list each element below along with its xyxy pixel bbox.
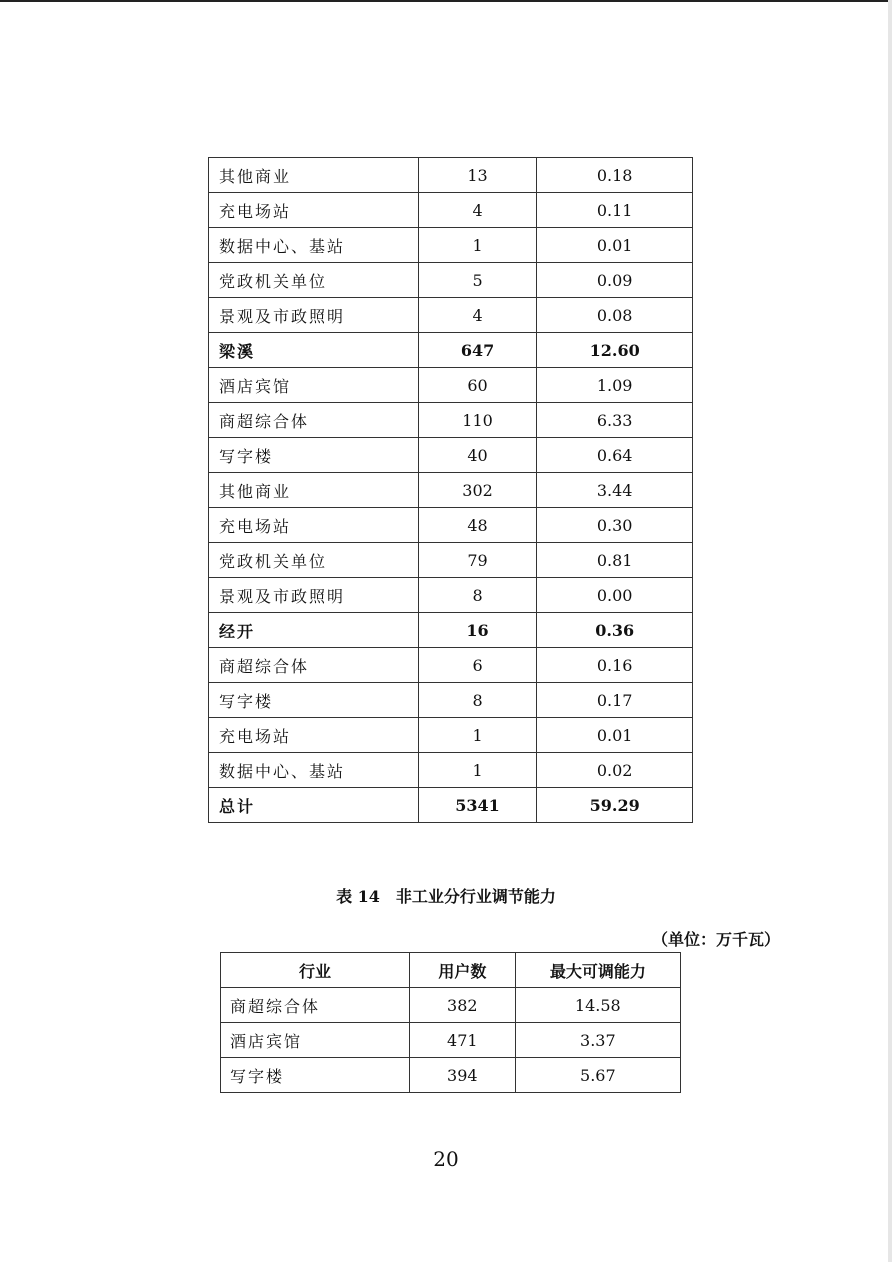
user-count-cell: 79: [418, 543, 537, 578]
user-count-cell: 8: [418, 578, 537, 613]
column-header-industry: 行业: [221, 953, 410, 988]
capacity-cell: 0.09: [537, 263, 693, 298]
industry-cell: 充电场站: [209, 718, 419, 753]
industry-cell: 其他商业: [209, 158, 419, 193]
capacity-cell: 3.44: [537, 473, 693, 508]
column-header-user-count: 用户数: [409, 953, 515, 988]
table-row: [209, 508, 693, 543]
table-row: [221, 1023, 681, 1058]
table-caption: 表 14 非工业分行业调节能力: [336, 887, 556, 906]
industry-cell: 商超综合体: [209, 648, 419, 683]
user-count-cell: 6: [418, 648, 537, 683]
user-count-cell: 394: [409, 1058, 515, 1093]
user-count-cell: 8: [418, 683, 537, 718]
capacity-cell: 59.29: [537, 788, 693, 823]
capacity-cell: 0.36: [537, 613, 693, 648]
table-row: [209, 438, 693, 473]
capacity-cell: 0.00: [537, 578, 693, 613]
district-name-cell: 梁溪: [209, 333, 419, 368]
user-count-cell: 5: [418, 263, 537, 298]
industry-cell: 酒店宾馆: [209, 368, 419, 403]
capacity-cell: 0.30: [537, 508, 693, 543]
industry-cell: 商超综合体: [221, 988, 410, 1023]
table-row: [209, 368, 693, 403]
district-industry-capacity-table: [208, 157, 693, 823]
capacity-cell: 14.58: [515, 988, 680, 1023]
table-row: [221, 988, 681, 1023]
capacity-cell: 0.01: [537, 228, 693, 263]
table-row: [209, 718, 693, 753]
user-count-cell: 4: [418, 298, 537, 333]
industry-cell: 酒店宾馆: [221, 1023, 410, 1058]
table-row: [209, 648, 693, 683]
unit-label: （单位：万千瓦）: [651, 930, 780, 949]
user-count-cell: 60: [418, 368, 537, 403]
capacity-cell: 0.81: [537, 543, 693, 578]
capacity-cell: 0.64: [537, 438, 693, 473]
district-subtotal-row: [209, 613, 693, 648]
user-count-cell: 382: [409, 988, 515, 1023]
capacity-cell: 0.16: [537, 648, 693, 683]
non-industrial-capacity-table: [220, 952, 681, 1093]
industry-cell: 充电场站: [209, 193, 419, 228]
user-count-cell: 110: [418, 403, 537, 438]
industry-cell: 景观及市政照明: [209, 578, 419, 613]
table-row: [209, 753, 693, 788]
district-subtotal-row: [209, 333, 693, 368]
user-count-cell: 1: [418, 228, 537, 263]
capacity-cell: 3.37: [515, 1023, 680, 1058]
industry-cell: 其他商业: [209, 473, 419, 508]
user-count-cell: 13: [418, 158, 537, 193]
user-count-cell: 1: [418, 753, 537, 788]
capacity-cell: 0.11: [537, 193, 693, 228]
table-row: [209, 228, 693, 263]
capacity-cell: 0.18: [537, 158, 693, 193]
capacity-cell: 0.02: [537, 753, 693, 788]
column-header-max-capacity: 最大可调能力: [515, 953, 680, 988]
grand-total-row: [209, 788, 693, 823]
table-row: [209, 543, 693, 578]
table-row: [209, 158, 693, 193]
industry-cell: 写字楼: [209, 683, 419, 718]
user-count-cell: 471: [409, 1023, 515, 1058]
capacity-cell: 0.17: [537, 683, 693, 718]
industry-cell: 景观及市政照明: [209, 298, 419, 333]
user-count-cell: 48: [418, 508, 537, 543]
table-row: [209, 263, 693, 298]
user-count-cell: 40: [418, 438, 537, 473]
user-count-cell: 4: [418, 193, 537, 228]
user-count-cell: 1: [418, 718, 537, 753]
industry-cell: 党政机关单位: [209, 543, 419, 578]
industry-cell: 数据中心、基站: [209, 228, 419, 263]
industry-cell: 党政机关单位: [209, 263, 419, 298]
industry-cell: 数据中心、基站: [209, 753, 419, 788]
table-row: [209, 683, 693, 718]
page-number: 20: [433, 1147, 459, 1171]
industry-cell: 写字楼: [221, 1058, 410, 1093]
industry-cell: 充电场站: [209, 508, 419, 543]
district-name-cell: 经开: [209, 613, 419, 648]
capacity-cell: 5.67: [515, 1058, 680, 1093]
user-count-cell: 16: [418, 613, 537, 648]
user-count-cell: 302: [418, 473, 537, 508]
table-row: [209, 193, 693, 228]
top-border-line: [0, 0, 892, 2]
capacity-cell: 0.01: [537, 718, 693, 753]
user-count-cell: 5341: [418, 788, 537, 823]
table-row: [221, 1058, 681, 1093]
table-row: [209, 473, 693, 508]
industry-cell: 商超综合体: [209, 403, 419, 438]
page-edge-shadow: [888, 0, 892, 1262]
table-header-row: [221, 953, 681, 988]
capacity-cell: 0.08: [537, 298, 693, 333]
capacity-cell: 1.09: [537, 368, 693, 403]
capacity-cell: 12.60: [537, 333, 693, 368]
user-count-cell: 647: [418, 333, 537, 368]
table-row: [209, 578, 693, 613]
capacity-cell: 6.33: [537, 403, 693, 438]
table-row: [209, 298, 693, 333]
total-label-cell: 总计: [209, 788, 419, 823]
industry-cell: 写字楼: [209, 438, 419, 473]
table-row: [209, 403, 693, 438]
